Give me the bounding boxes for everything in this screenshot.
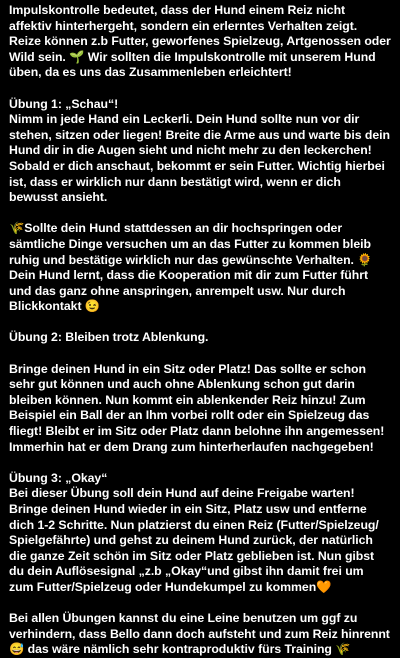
exercise-2-paragraph: Bringe deinen Hund in ein Sitz oder Platz! Das sollte er schon sehr gut können und auch ohne Ablenkung schon gut darin bleiben können. Nun kommt ein ablenkender Reiz hinzu! Zum Beispiel ein Ball der an Ihm vorbei rollt oder ein Spielzeug das fliegt! Bleibt er im Sitz oder Platz dann belohne ihn angemessen! Immerhin hat er dem Drang zum hinterherlaufen nachgegeben! bbox=[9, 361, 385, 454]
intro-paragraph: Impulskontrolle bedeutet, dass der Hund einem Reiz nicht affektiv hinterhergeht, sondern ein erlerntes Verhalten zeigt. Reize können z.b Futter, geworfenes Spielzeug, Artgenossen oder Wild sein. 🌱 Wir sollten die Impulskontrolle mit unserem Hund üben, da es uns das Zusammenleben erleichtert! bbox=[9, 3, 391, 80]
exercise-1-tip-paragraph: 🌾Sollte dein Hund stattdessen an dir hochspringen oder sämtliche Dinge versuchen um an das Futter zu kommen bleib ruhig und bestätige wirklich nur das gewünschte Verhalten. 🌻 Dein Hund lernt, dass die Kooperation mit dir zum Futter führt und das ganz ohne anspringen, anrempelt usw. Nur durch Blickkontakt 😉 bbox=[9, 221, 373, 314]
exercise-1-paragraph: Übung 1: „Schau“! Nimm in jede Hand ein Leckerli. Dein Hund sollte nun vor dir stehen, sitzen oder liegen! Breite die Arme aus und warte bis dein Hund dir in die Augen sieht und nicht mehr zu den leckerchen! Sobald er dich anschaut, bekommt er sein Futter. Wichtig hierbei ist, dass er wirklich nur dann bestätigt wird, wenn er dich bewusst ansieht. bbox=[9, 96, 390, 205]
leash-tip-paragraph: Bei allen Übungen kannst du eine Leine benutzen um ggf zu verhindern, dass Bello dann doch aufsteht und zum Reiz hinrennt 😅 das wäre nämlich sehr kontraproduktiv fürs Training 🌾 bbox=[9, 611, 390, 657]
exercise-2-heading: Übung 2: Bleiben trotz Ablenkung. bbox=[9, 330, 209, 345]
exercise-3-paragraph: Übung 3: „Okay“ Bei dieser Übung soll dein Hund auf deine Freigabe warten! Bringe deinen Hund wieder in ein Sitz, Platz usw und entferne dich 1-2 Schritte. Nun platzierst du einen Reiz (Futter/Spielzeug/ Spielgefährte) und gehst zu deinem Hund zurück, der natürlich die ganze Zeit schön im Sitz oder Platz geblieben ist. Nun gibst du dein Auflösesignal „z.b „Okay“und gibst ihn damit frei um zum Futter/Spielzeug oder Hundekumpel zu kommen🧡 bbox=[9, 470, 379, 594]
